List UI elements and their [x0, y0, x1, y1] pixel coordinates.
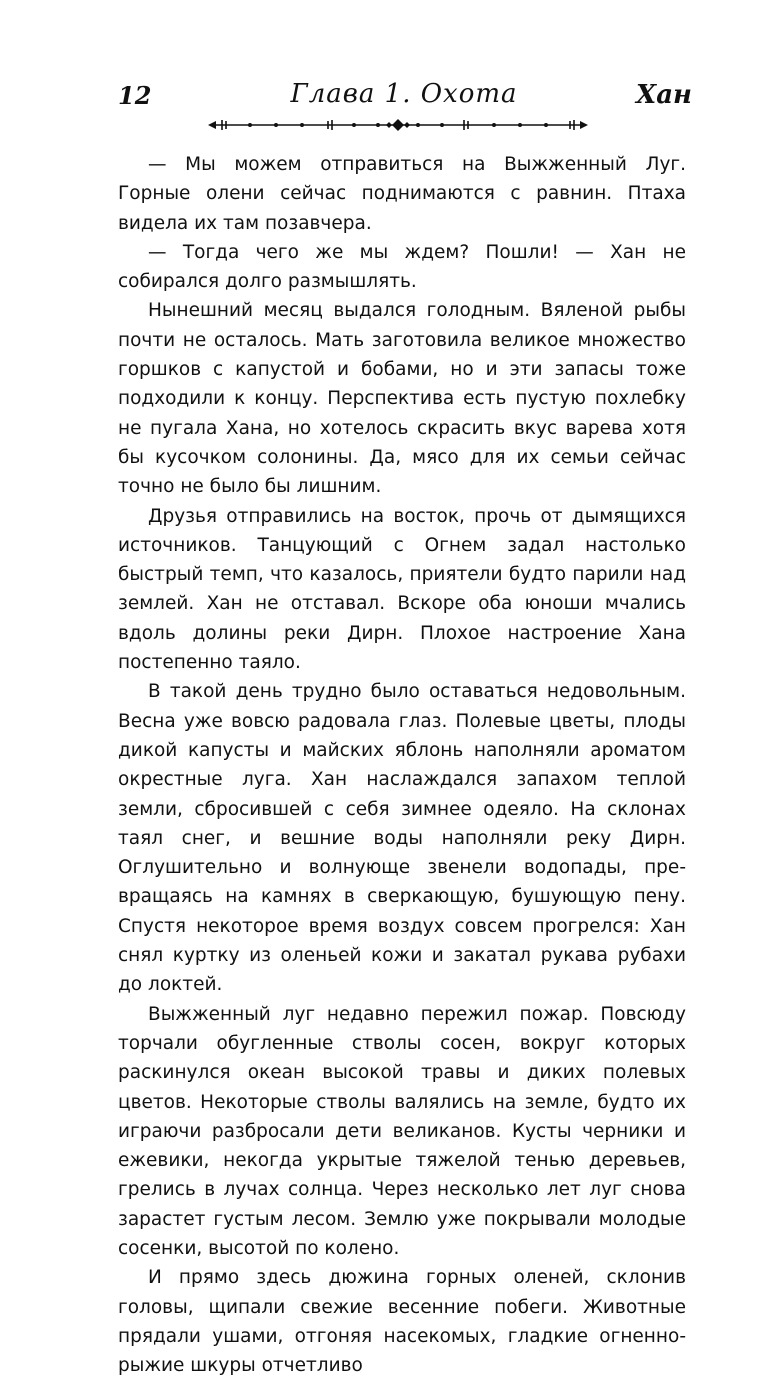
body-text: [118, 150, 686, 1380]
paragraph: Друзья отправились на восток, прочь от дымящихся источников. Танцующий с Огнем задал настолько быстрый темп, что казалось, приятели будто парили над землей. Хан не отставал. Вскоре оба юноши мчались вдоль долины реки Дирн. Плохое настроение Хана постепенно таяло.: [118, 505, 686, 674]
paragraph: В такой день трудно было оставаться недовольным. Весна уже вовсю радовала глаз. Полевые цветы, плоды дикой капусты и майских яблонь наполняли ароматом окрестные луга. Хан наслаждался запахом теплой земли, сбросившей с себя зимнее одеяло. На склонах таял снег, и вешние воды наполняли реку Дирн. Оглушительно и волнующе звенели водопады, превращаясь на камнях в сверкающую, бушующую пену. Спустя некоторое время воздух совсем прогрелся: Хан снял куртку из оленьей кожи и закатал рукава рубахи до локтей.: [118, 681, 686, 996]
paragraph: И прямо здесь дюжина горных оленей, склонив головы, щипали свежие весенние побеги. Животные прядали ушами, отгоняя насекомых, гладкие огненно-рыжие шкуры отчетливо: [118, 1267, 686, 1377]
running-head: Хан: [636, 80, 692, 110]
page-number: 12: [118, 81, 152, 110]
paragraph: Нынешний месяц выдался голодным. Вяленой рыбы почти не осталось. Мать заготовила великое множество горшков с капустой и бобами, но и эти запасы тоже подходили к концу. Перспектива есть пустую похлебку не пугала Хана, но хотелось скрасить вкус варева хотя бы кусочком солонины. Да, мясо для их семьи сейчас точно не было бы лишним.: [118, 300, 686, 498]
paragraph: Выжженный луг недавно пережил пожар. Повсюду торчали обугленные стволы сосен, вокруг которых раскинулся океан высокой травы и диких полевых цветов. Некоторые стволы валялись на земле, будто их играючи разбросали дети великанов. Кусты черники и ежевики, некогда укрытые тяжелой тенью деревьев, грелись в лучах солнца. Через несколько лет луг снова зарастет густым лесом. Землю уже покрывали молодые сосенки, высотой по колено.: [118, 1003, 686, 1259]
decorative-rule-ornament: [208, 117, 588, 133]
chapter-title: Глава 1. Охота: [290, 79, 518, 109]
paragraph: — Мы можем отправиться на Выжженный Луг. Горные олени сейчас поднимаются с равнин. Птаха видела их там позавчера.: [118, 154, 686, 234]
paragraph: — Тогда чего же мы ждем? Пошли! — Хан не собирался долго размышлять.: [118, 241, 686, 293]
page-header: [118, 74, 690, 118]
